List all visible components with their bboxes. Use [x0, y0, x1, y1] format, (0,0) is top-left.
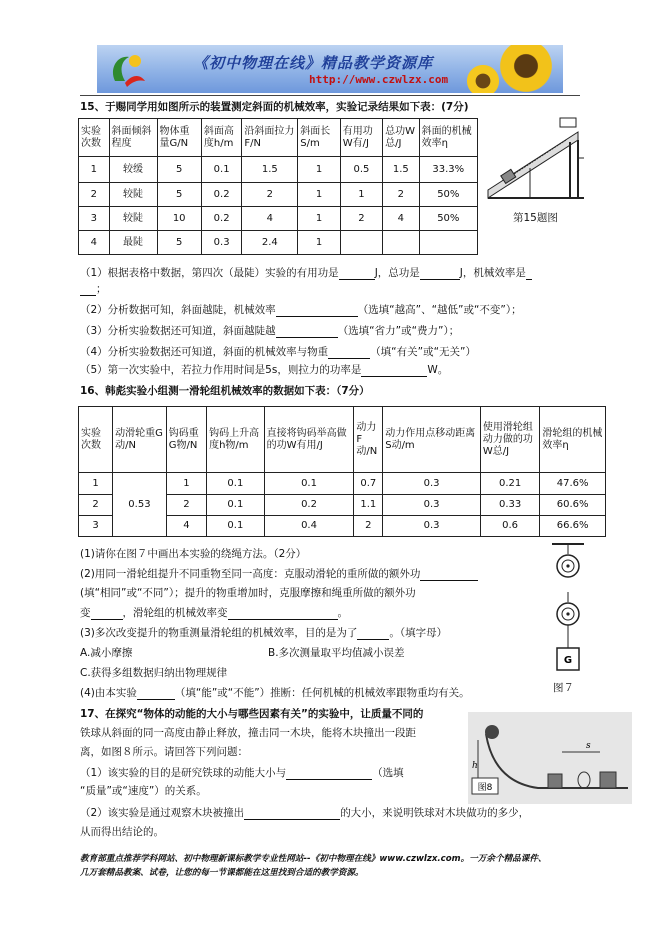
inclined-plane-figure	[484, 112, 588, 208]
q15-heading: 15、于赐同学用如图所示的装置测定斜面的机械效率，实验记录结果如下表：(7分)	[80, 101, 469, 113]
table-cell: 1.1	[354, 495, 383, 516]
pulley-weight-cell: 0.53	[113, 473, 167, 537]
answer-blank[interactable]	[339, 268, 375, 280]
table-cell: 1.5	[383, 157, 420, 183]
banner-title: 《初中物理在线》精品教学资源库	[193, 54, 434, 72]
q15-figure-caption: 第15题图	[513, 212, 558, 224]
table-cell: 5	[157, 183, 201, 207]
table-cell: 0.2	[201, 207, 242, 231]
answer-blank[interactable]	[357, 628, 389, 640]
table-cell: 4	[79, 231, 110, 255]
q17-subquestion-1	[80, 765, 404, 780]
table-header-cell: 直接将钩码举高做的功W有用/J	[264, 407, 354, 473]
table-cell: 4	[242, 207, 298, 231]
q15-5-text: （5）第一次实验中，若拉力作用时间是5s，则拉力的功率是	[80, 364, 362, 376]
table-cell: 0.5	[340, 157, 382, 183]
q16-2-text: 变	[80, 607, 91, 619]
table-cell: 1	[79, 157, 110, 183]
q15-1-text: ；	[96, 283, 107, 295]
q15-2-text: （选填“越高”、“越低”或“不变”）；	[357, 304, 522, 316]
table-header-cell: 使用滑轮组动力做的功W总/J	[480, 407, 539, 473]
table-cell: 0.3	[383, 473, 481, 495]
q15-4-text: （填“有关”或“无关”）	[370, 346, 476, 358]
banner-url[interactable]: http://www.czwlzx.com	[309, 73, 449, 86]
table-header-cell: 实验次数	[79, 119, 110, 157]
answer-blank[interactable]	[276, 326, 338, 338]
table-cell: 0.7	[354, 473, 383, 495]
q16-heading: 16、韩彪实验小组测一滑轮组机械效率的数据如下表：（7分）	[80, 385, 370, 397]
table-cell: 1	[298, 231, 340, 255]
q16-2-text: ，滑轮组的机械效率变	[122, 607, 228, 619]
table-cell: 2.4	[242, 231, 298, 255]
table-cell: 3	[79, 516, 113, 537]
table-cell: 60.6%	[540, 495, 606, 516]
q15-4-text: （4）分析实验数据还可知道，斜面的机械效率与物重	[80, 346, 329, 358]
table-header-cell: 斜面高度h/m	[201, 119, 242, 157]
table-header-cell: 滑轮组的机械效率η	[540, 407, 606, 473]
q17-2-text: 的大小，来说明铁球对木块做功的多少，	[340, 807, 530, 819]
answer-blank[interactable]	[328, 347, 370, 359]
table-cell: 最陡	[109, 231, 157, 255]
q16-figure-caption: 图７	[553, 682, 574, 694]
q17-intro-line-3: 离，如图８所示。请回答下列问题：	[80, 746, 248, 758]
q16-3-text: 。（填字母）	[389, 627, 448, 639]
q17-text: 17、在探究“物体的动能的大小与哪些因素有关”的实验中，让质量不同的	[80, 708, 424, 720]
q17-1-text: （选填	[372, 767, 404, 779]
table-cell: 0.33	[480, 495, 539, 516]
answer-blank[interactable]	[137, 688, 175, 700]
table-header-cell: 斜面的机械效率η	[419, 119, 477, 157]
table-header-cell: 钩码重G物/N	[166, 407, 206, 473]
table-cell: 1	[298, 207, 340, 231]
table-cell: 5	[157, 231, 201, 255]
table-cell: 0.3	[383, 516, 481, 537]
table-cell: 50%	[419, 183, 477, 207]
table-cell: 1	[298, 157, 340, 183]
table-header-cell: 沿斜面拉力F/N	[242, 119, 298, 157]
q15-subquestion-1-end	[80, 281, 107, 296]
q15-table	[78, 118, 478, 255]
page-footer	[80, 852, 580, 880]
table-cell: 4	[166, 516, 206, 537]
table-cell: 0.1	[201, 157, 242, 183]
table-header-cell: 钩码上升高度h物/m	[207, 407, 265, 473]
height-label: h	[472, 761, 478, 771]
table-cell: 4	[383, 207, 420, 231]
sunflower-decoration-icon	[465, 63, 501, 93]
table-row	[79, 157, 478, 183]
table-cell: 0.3	[201, 231, 242, 255]
table-row	[79, 207, 478, 231]
table-cell: 1.5	[242, 157, 298, 183]
answer-blank[interactable]	[420, 569, 478, 581]
table-header-cell: 有用功W有/J	[340, 119, 382, 157]
table-header-cell: 动力F动/N	[354, 407, 383, 473]
table-cell: 较陡	[109, 183, 157, 207]
ramp-collision-figure	[468, 712, 632, 804]
q17-intro-line-2: 铁球从斜面的同一高度由静止释放，撞击同一木块，能将木块撞出一段距	[80, 727, 416, 739]
answer-blank[interactable]	[286, 768, 372, 780]
table-cell: 2	[383, 183, 420, 207]
table-header-cell: 实验次数	[79, 407, 113, 473]
header-divider	[80, 95, 580, 96]
table-cell: 33.3%	[419, 157, 477, 183]
q16-subquestion-2	[80, 566, 478, 581]
q16-subquestion-2-end	[80, 605, 348, 620]
table-cell: 0.1	[207, 495, 265, 516]
q15-5-text: W。	[427, 364, 449, 376]
answer-blank[interactable]	[526, 268, 532, 280]
table-cell: 较缓	[109, 157, 157, 183]
table-cell: 50%	[419, 207, 477, 231]
answer-blank[interactable]	[276, 305, 358, 317]
q17-2-text: （2）该实验是通过观察木块被撞出	[80, 807, 245, 819]
q17-1-text: （1）该实验的目的是研究铁球的动能大小与	[80, 767, 287, 779]
footer-line: 教育部重点推荐学科网站、初中物理新课标教学专业性网站--《初中物理在线》www.czwlzx.com。一万余个精品课件、	[80, 854, 547, 864]
q16-4-text: (4)由本实验	[80, 687, 137, 699]
table-cell: 2	[166, 495, 206, 516]
table-cell: 0.4	[264, 516, 354, 537]
table-header-cell: 斜面长S/m	[298, 119, 340, 157]
q16-option-b: B.多次测量取平均值减小误差	[268, 647, 405, 659]
table-header-cell: 物体重量G/N	[157, 119, 201, 157]
table-cell: 0.1	[207, 473, 265, 495]
q16-option-c: C.获得多组数据归纳出物理规律	[80, 667, 228, 679]
table-row	[79, 231, 478, 255]
q16-2-text: (2)用同一滑轮组提升不同重物至同一高度：克服动滑轮的重所做的额外功	[80, 568, 421, 580]
table-cell: 1	[79, 473, 113, 495]
site-logo-icon	[107, 51, 147, 89]
q16-2-text: 。	[337, 607, 348, 619]
q16-subquestion-1: (1)请你在图７中画出本实验的绕绳方法。（2分）	[80, 548, 307, 560]
q17-subquestion-2	[80, 805, 529, 820]
table-cell: 0.1	[264, 473, 354, 495]
q16-subquestion-4	[80, 685, 470, 700]
answer-blank[interactable]	[244, 808, 340, 820]
table-cell: 1	[340, 183, 382, 207]
table-cell: 2	[79, 495, 113, 516]
table-cell	[419, 231, 477, 255]
answer-blank[interactable]	[228, 608, 338, 620]
table-header-row	[79, 119, 478, 157]
q17-subquestion-2-end: 从而得出结论的。	[80, 826, 164, 838]
table-cell	[340, 231, 382, 255]
q16-4-text: （填“能”或“不能”）推断：任何机械的机械效率跟物重均有关。	[174, 687, 470, 699]
q17-subquestion-1-end: “质量”或“速度”）的关系。	[80, 785, 207, 797]
q15-3-text: （3）分析实验数据还可知道，斜面越陡越	[80, 325, 276, 337]
table-cell: 2	[242, 183, 298, 207]
table-cell: 0.1	[207, 516, 265, 537]
table-cell: 2	[354, 516, 383, 537]
header-banner	[97, 45, 563, 93]
table-cell: 2	[79, 183, 110, 207]
table-cell: 47.6%	[540, 473, 606, 495]
q15-subquestion-2	[80, 302, 522, 317]
pulley-figure	[548, 542, 588, 682]
table-cell: 0.3	[383, 495, 481, 516]
table-cell: 0.2	[264, 495, 354, 516]
table-cell: 5	[157, 157, 201, 183]
q15-subquestion-4	[80, 344, 476, 359]
table-header-cell: 动力作用点移动距离S动/m	[383, 407, 481, 473]
q15-2-text: （2）分析数据可知，斜面越陡，机械效率	[80, 304, 276, 316]
table-cell: 3	[79, 207, 110, 231]
table-cell: 1	[166, 473, 206, 495]
q17-intro-line-1	[80, 706, 423, 721]
q16-table	[78, 406, 606, 537]
sunflower-decoration-icon	[497, 45, 555, 93]
q16-option-a: A.减小摩擦	[80, 647, 133, 659]
q15-3-text: （选填“省力”或“费力”）；	[337, 325, 460, 337]
q15-subquestion-3	[80, 323, 459, 338]
table-cell: 2	[340, 207, 382, 231]
table-row	[79, 473, 606, 495]
q16-subquestion-3	[80, 625, 447, 640]
answer-blank[interactable]	[80, 284, 96, 296]
table-cell: 0.21	[480, 473, 539, 495]
q15-1-text: J，总功是	[374, 267, 420, 279]
table-cell: 66.6%	[540, 516, 606, 537]
figure-8-label: 图8	[477, 783, 493, 793]
q16-subquestion-2-cont: (填“相同”或“不同”）；提升的物重增加时，克服摩擦和绳重所做的额外功	[80, 587, 416, 599]
footer-line: 几万套精品教案、试卷，让您的每一节课都能在这里找到合适的教学资源。	[80, 868, 364, 878]
table-cell: 0.6	[480, 516, 539, 537]
q15-subquestion-1	[80, 265, 532, 280]
q16-3-text: (3)多次改变提升的物重测量滑轮组的机械效率，目的是为了	[80, 627, 358, 639]
table-cell: 较陡	[109, 207, 157, 231]
q15-1-text: （1）根据表格中数据，第四次（最陡）实验的有用功是	[80, 267, 339, 279]
distance-label: s	[586, 741, 591, 751]
q15-subquestion-5	[80, 362, 448, 377]
answer-blank[interactable]	[361, 365, 427, 377]
table-header-cell: 斜面倾斜程度	[109, 119, 157, 157]
table-cell: 1	[298, 183, 340, 207]
table-cell: 0.2	[201, 183, 242, 207]
table-row	[79, 183, 478, 207]
q15-1-text: J，机械效率是	[459, 267, 526, 279]
table-header-cell: 动滑轮重G动/N	[113, 407, 167, 473]
weight-label: G	[563, 655, 573, 666]
answer-blank[interactable]	[420, 268, 460, 280]
answer-blank[interactable]	[91, 608, 123, 620]
table-cell: 10	[157, 207, 201, 231]
table-cell	[383, 231, 420, 255]
table-header-cell: 总功W总/J	[383, 119, 420, 157]
table-header-row	[79, 407, 606, 473]
